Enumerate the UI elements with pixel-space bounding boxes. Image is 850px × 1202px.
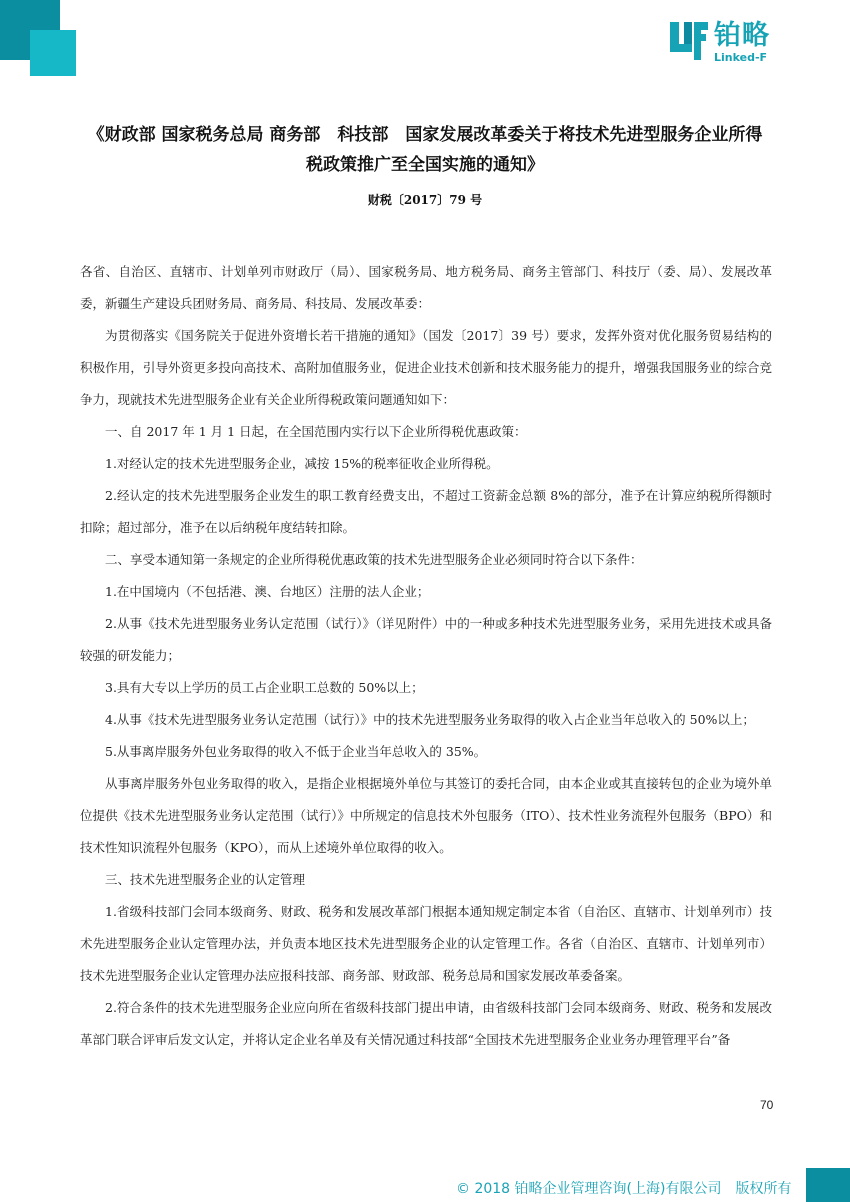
page-number: 70 [760,1098,774,1112]
title-line-2: 税政策推广至全国实施的通知》 [306,155,544,175]
paragraph: 一、自 2017 年 1 月 1 日起，在全国范围内实行以下企业所得税优惠政策： [105,424,527,439]
company-logo [668,20,798,66]
paragraph: 二、享受本通知第一条规定的企业所得税优惠政策的技术先进型服务企业必须同时符合以下条件： [105,552,643,567]
document-body [80,256,772,1056]
corner-decoration-light [30,30,76,76]
paragraph: 4.从事《技术先进型服务业务认定范围（试行）》中的技术先进型服务业务取得的收入占企业当年总收入的 50%以上； [105,712,755,727]
footer-copyright: © 2018 铂略企业管理咨询(上海)有限公司 版权所有 [456,1181,792,1197]
paragraph: 5.从事离岸服务外包业务取得的收入不低于企业当年总收入的 35%。 [105,744,487,759]
title-line-1: 《财政部 国家税务总局 商务部 科技部 国家发展改革委关于将技术先进型服务企业所得 [87,125,763,145]
corner-decoration-bottom [806,1168,850,1202]
paragraph: 1.省级科技部门会同本级商务、财政、税务和发展改革部门根据本通知规定制定本省（自治区、直辖市、计划单列市）技术先进型服务企业认定管理办法，并负责本地区技术先进型服务企业的认定管理工作。各省（自治区、直辖市、计划单列市）技术先进型服务企业认定管理办法应报科技部、商务部、财政部、税务总局和国家发展改革委备案。 [80,904,772,983]
logo-english-text: Linked-F [714,51,768,64]
paragraph-addressees: 各省、自治区、直辖市、计划单列市财政厅（局）、国家税务局、地方税务局、商务主管部门、科技厅（委、局）、发展改革委，新疆生产建设兵团财务局、商务局、科技局、发展改革委： [80,264,772,311]
paragraph: 3.具有大专以上学历的员工占企业职工总数的 50%以上； [105,680,424,695]
paragraph: 从事离岸服务外包业务取得的收入，是指企业根据境外单位与其签订的委托合同，由本企业或其直接转包的企业为境外单位提供《技术先进型服务业务认定范围（试行）》中所规定的信息技术外包服务（ITO）、技术性业务流程外包服务（BPO）和技术性知识流程外包服务（KPO），而从上述境外单位取得的收入。 [80,776,772,855]
paragraph: 为贯彻落实《国务院关于促进外资增长若干措施的通知》（国发〔2017〕39 号）要求，发挥外资对优化服务贸易结构的积极作用，引导外资更多投向高技术、高附加值服务业，促进企业技术创新和技术服务能力的提升，增强我国服务业的综合竞争力，现就技术先进型服务企业有关企业所得税政策问题通知如下： [80,328,772,407]
logo-mark-icon [668,20,710,62]
document-number: 财税〔2017〕79 号 [367,193,483,207]
paragraph: 三、技术先进型服务企业的认定管理 [105,872,306,887]
paragraph: 1.在中国境内（不包括港、澳、台地区）注册的法人企业； [105,584,430,599]
document-title [70,120,780,180]
paragraph: 2.从事《技术先进型服务业务认定范围（试行）》（详见附件）中的一种或多种技术先进型服务业务，采用先进技术或具备较强的研发能力； [80,616,772,663]
paragraph: 2.符合条件的技术先进型服务企业应向所在省级科技部门提出申请，由省级科技部门会同本级商务、财政、税务和发展改革部门联合评审后发文认定，并将认定企业名单及有关情况通过科技部“全国技术先进型服务企业业务办理管理平台”备 [80,1000,772,1047]
paragraph: 2.经认定的技术先进型服务企业发生的职工教育经费支出，不超过工资薪金总额 8%的部分，准予在计算应纳税所得额时扣除；超过部分，准予在以后纳税年度结转扣除。 [80,488,772,535]
logo-chinese-text: 铂略 [714,20,770,51]
paragraph: 1.对经认定的技术先进型服务企业，减按 15%的税率征收企业所得税。 [105,456,499,471]
